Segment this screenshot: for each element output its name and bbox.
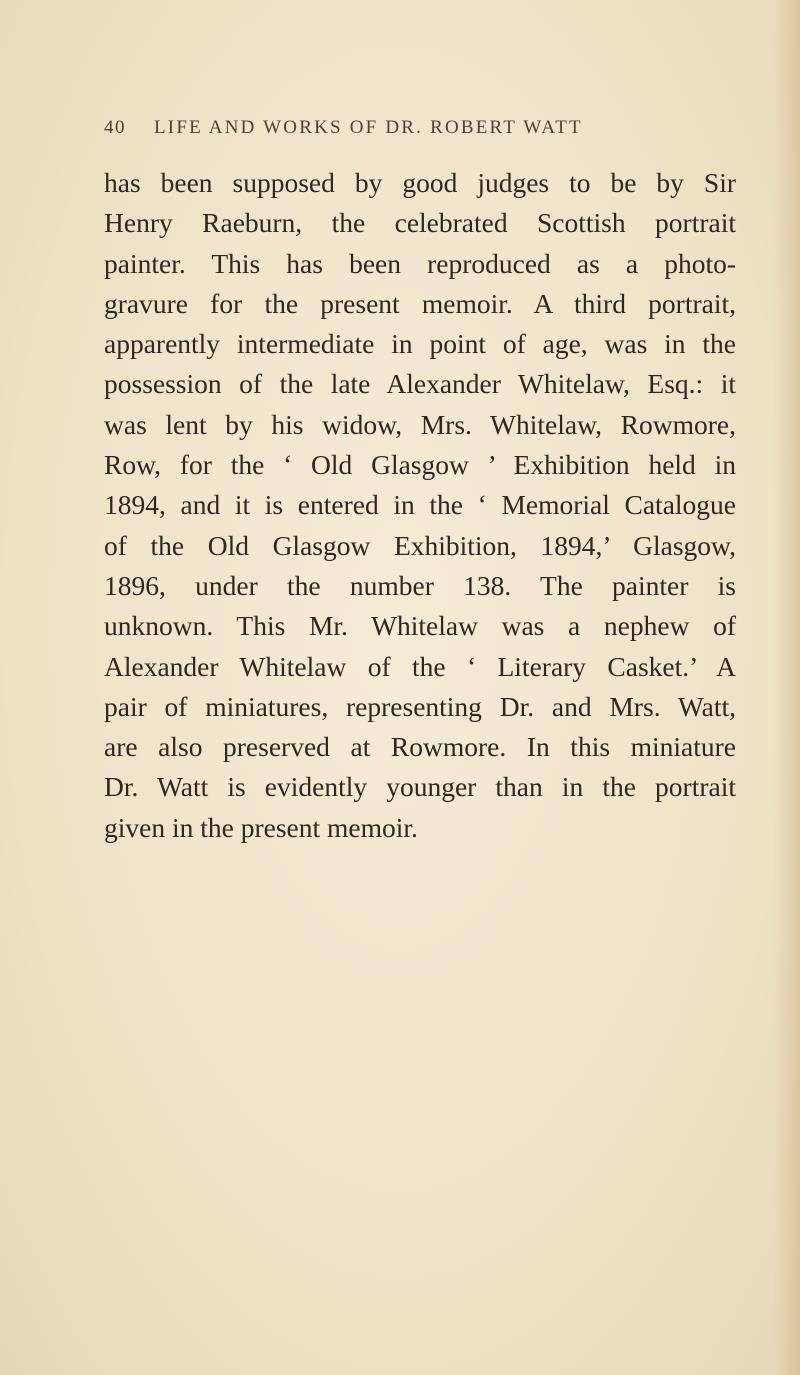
page-header [104, 117, 704, 143]
page-number: 40 [104, 117, 126, 138]
text-line: 1896, under the number 138. The painter is [104, 569, 736, 601]
text-line: apparently intermediate in point of age, was in the [104, 328, 736, 360]
text-line: Henry Raeburn, the celebrated Scottish portrait [104, 207, 736, 239]
text-line: given in the present memoir. [104, 811, 418, 843]
body-paragraph [104, 163, 736, 848]
page-edge-shadow [774, 0, 800, 1375]
text-line: unknown. This Mr. Whitelaw was a nephew of [104, 610, 736, 642]
text-line: 1894, and it is entered in the ‘ Memorial Catalogue [104, 489, 736, 521]
text-line: possession of the late Alexander Whitelaw, Esq.: it [104, 368, 736, 400]
text-line: Dr. Watt is evidently younger than in the portrait [104, 771, 736, 803]
text-line: gravure for the present memoir. A third portrait, [104, 287, 736, 319]
running-title: LIFE AND WORKS OF DR. ROBERT WATT [154, 117, 583, 138]
text-line: pair of miniatures, representing Dr. and Mrs. Watt, [104, 690, 736, 722]
text-line: painter. This has been reproduced as a photo- [104, 247, 736, 279]
text-line: are also preserved at Rowmore. In this miniature [104, 731, 736, 763]
text-line: of the Old Glasgow Exhibition, 1894,’ Glasgow, [104, 529, 736, 561]
text-line: has been supposed by good judges to be by Sir [104, 167, 736, 198]
text-line: was lent by his widow, Mrs. Whitelaw, Rowmore, [104, 408, 736, 440]
text-line: Alexander Whitelaw of the ‘ Literary Casket.’ A [104, 650, 736, 682]
text-line: Row, for the ‘ Old Glasgow ’ Exhibition held in [104, 449, 736, 481]
